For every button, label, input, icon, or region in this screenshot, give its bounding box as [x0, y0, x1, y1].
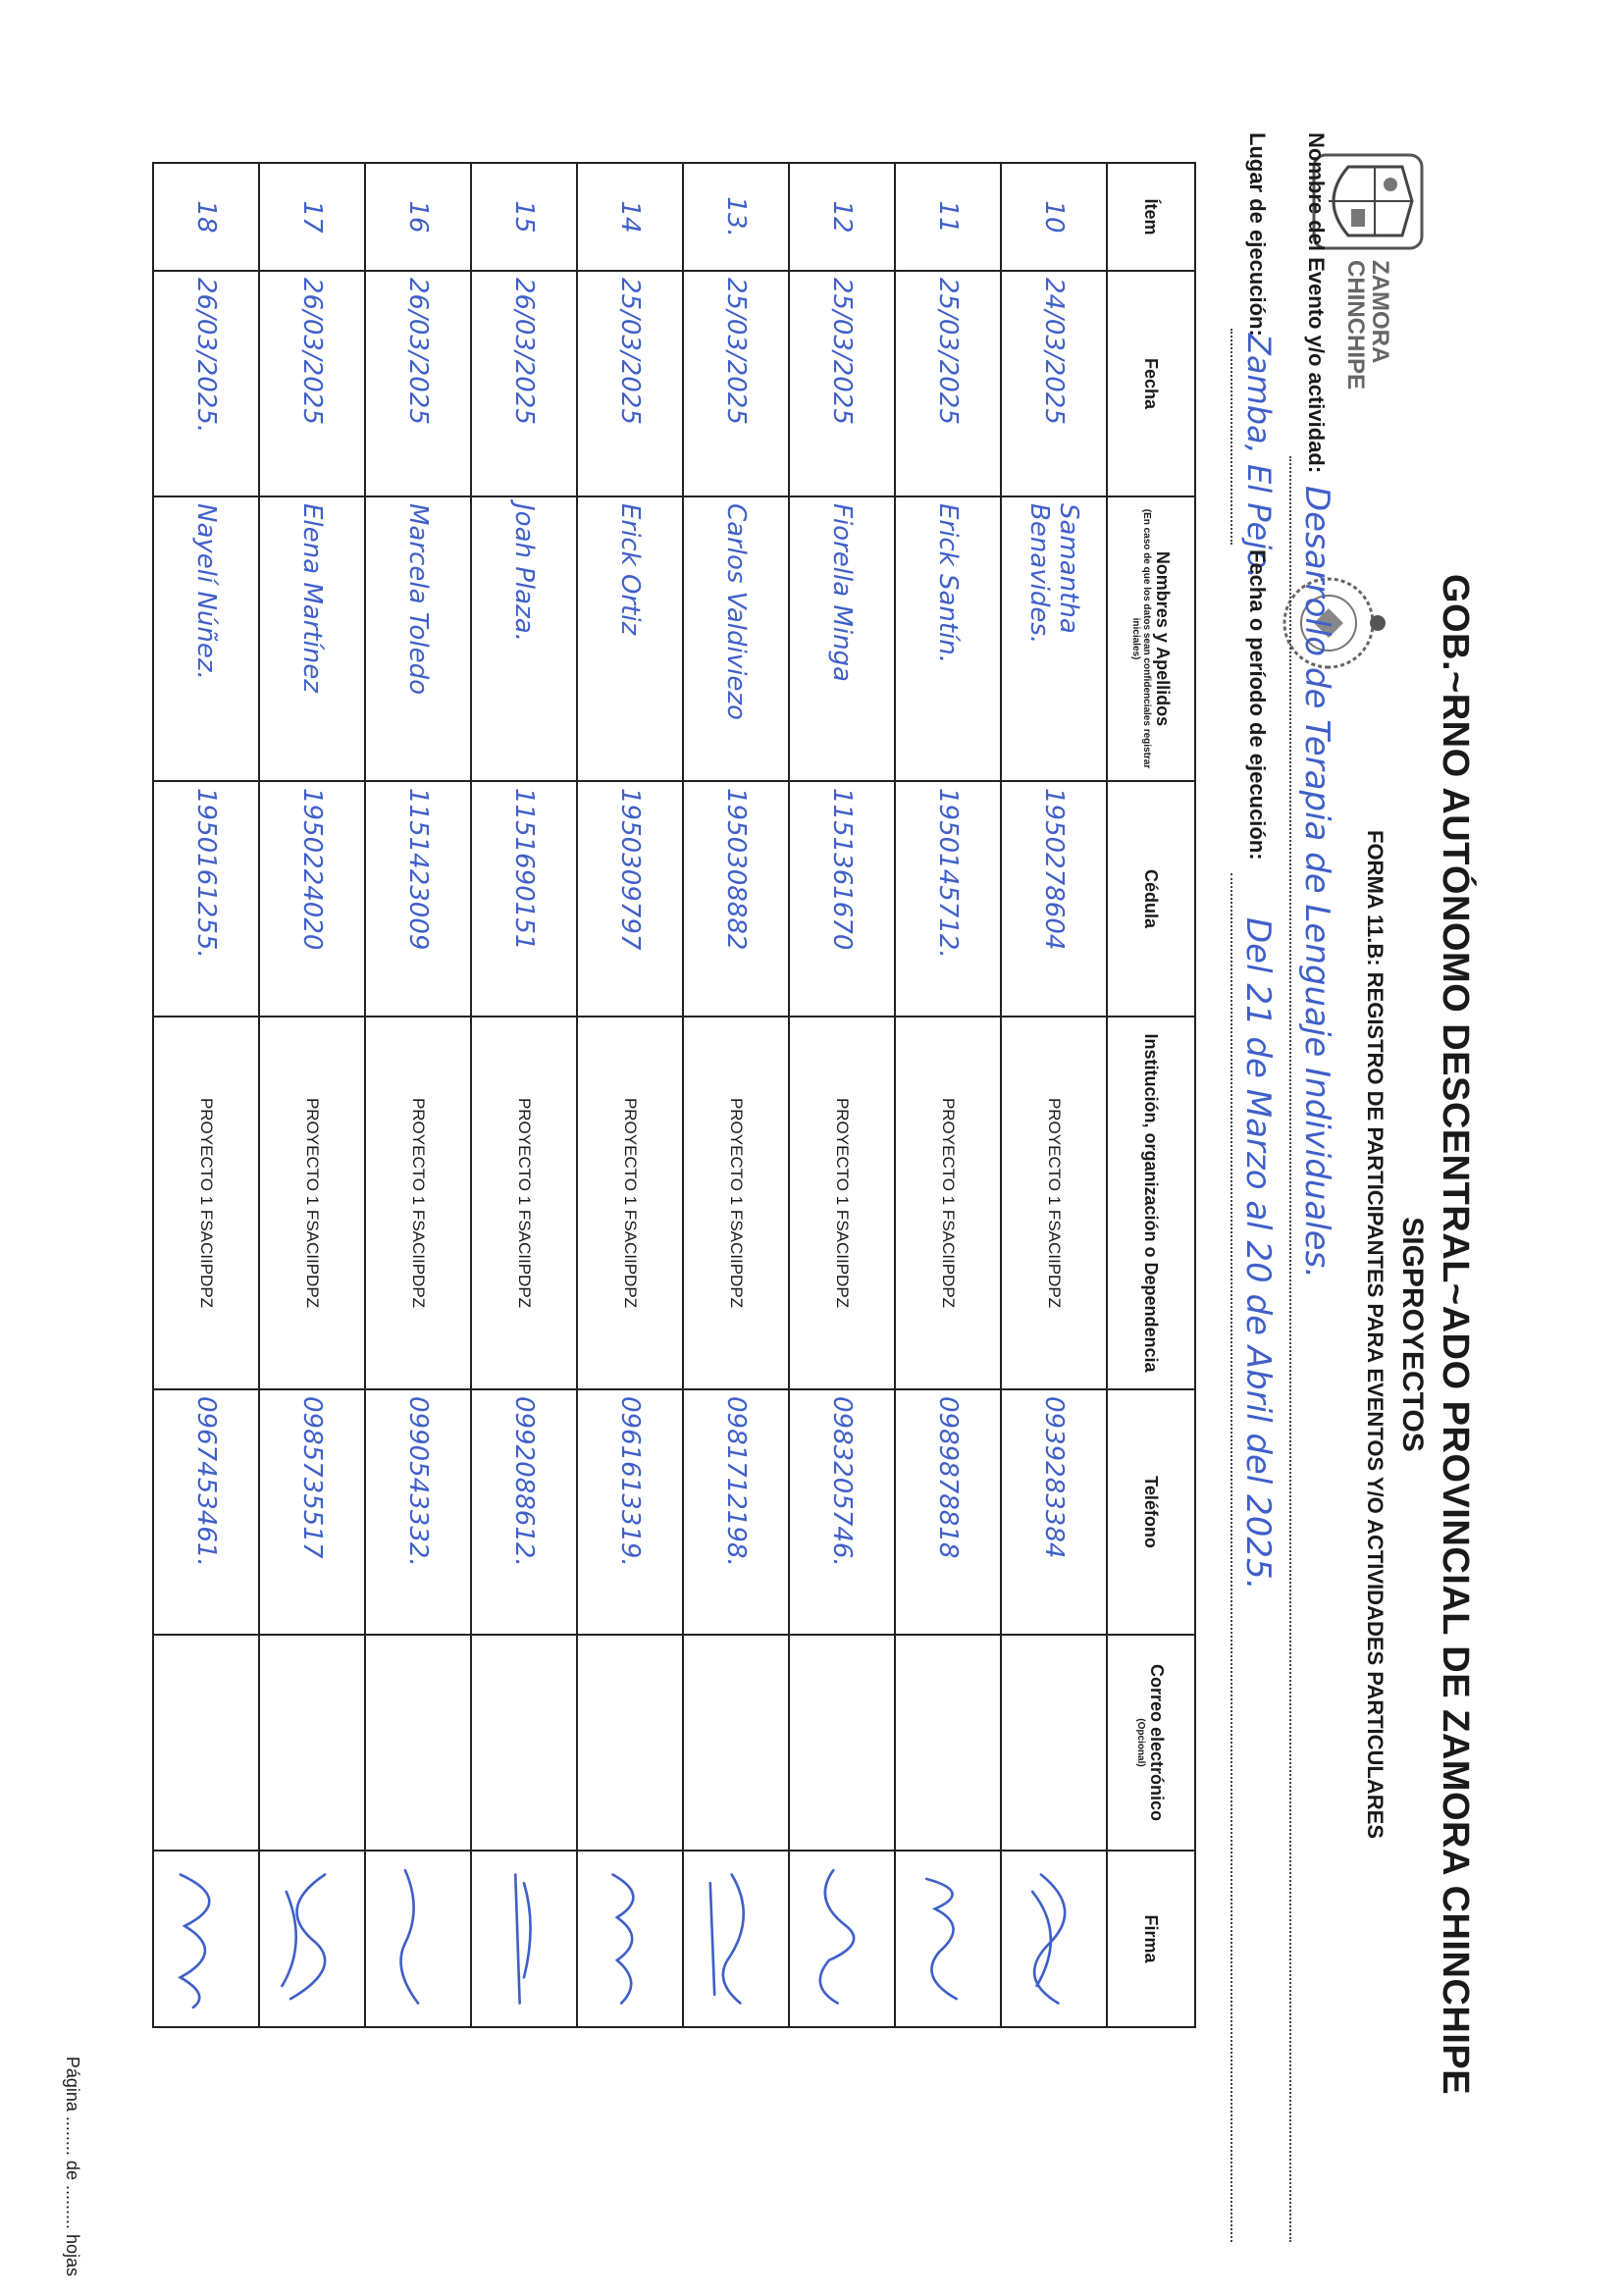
cell-fecha: 26/03/2025: [471, 271, 577, 496]
cell-item: 11: [895, 163, 1001, 271]
cell-correo: [153, 1635, 259, 1851]
cell-institucion: PROYECTO 1 FSACIIPDPZ: [153, 1017, 259, 1389]
cell-institucion: PROYECTO 1 FSACIIPDPZ: [789, 1017, 895, 1389]
table-row: [789, 163, 895, 2027]
place-label: Lugar de ejecución:: [1245, 132, 1270, 337]
table-header-row: [1107, 163, 1195, 2027]
table-row: [471, 163, 577, 2027]
header-nombres-label: Nombres y Apellidos: [1152, 550, 1173, 727]
event-name-row: [1270, 132, 1336, 2252]
cell-telefono: 0990543332.: [365, 1389, 471, 1635]
cell-correo: [471, 1635, 577, 1851]
header-correo-note: (Opcional): [1135, 1718, 1147, 1767]
table-row: [259, 163, 365, 2027]
header-telefono: Teléfono: [1107, 1389, 1195, 1635]
page-subtitle: SIGPROYECTOS: [1396, 1217, 1429, 1452]
signature-image: [798, 1857, 886, 2020]
header-nombres: [1107, 496, 1195, 781]
header-correo: [1107, 1635, 1195, 1851]
table-row: [1001, 163, 1107, 2027]
cell-firma: [259, 1851, 365, 2027]
cell-item: 13.: [683, 163, 789, 271]
cell-telefono: 0989878818: [895, 1389, 1001, 1635]
cell-telefono: 0961613319.: [577, 1389, 683, 1635]
period-label: Fecha o período de ejecución:: [1245, 549, 1270, 861]
cell-fecha: 26/03/2025.: [153, 271, 259, 496]
cell-fecha: 24/03/2025: [1001, 271, 1107, 496]
place-row: [1211, 132, 1278, 2252]
table-row: [153, 163, 259, 2027]
header-fecha: Fecha: [1107, 271, 1195, 496]
cell-nombre: Samantha Benavides.: [1001, 496, 1107, 781]
cell-fecha: 26/03/2025: [365, 271, 471, 496]
cell-item: 14: [577, 163, 683, 271]
cell-nombre: Nayelí Núñez.: [153, 496, 259, 781]
table-row: [365, 163, 471, 2027]
cell-cedula: 1950224020: [259, 781, 365, 1017]
cell-nombre: Joah Plaza.: [471, 496, 577, 781]
cell-fecha: 25/03/2025: [895, 271, 1001, 496]
cell-cedula: 1151423009: [365, 781, 471, 1017]
cell-fecha: 25/03/2025: [789, 271, 895, 496]
header-firma: Firma: [1107, 1851, 1195, 2027]
cell-institucion: PROYECTO 1 FSACIIPDPZ: [1001, 1017, 1107, 1389]
cell-correo: [789, 1635, 895, 1851]
cell-cedula: 1151361670: [789, 781, 895, 1017]
cell-firma: [471, 1851, 577, 2027]
cell-item: 17: [259, 163, 365, 271]
header-nombres-note: (En caso de que los datos sean confidenciales registrar iniciales): [1129, 508, 1153, 769]
signature-image: [586, 1857, 674, 2020]
form-label: FORMA 11.B: REGISTRO DE PARTICIPANTES PARA EVENTOS Y/O ACTIVIDADES PARTICULARES: [1363, 830, 1387, 1839]
cell-nombre: Carlos Valdiviezo: [683, 496, 789, 781]
cell-correo: [1001, 1635, 1107, 1851]
signature-image: [904, 1857, 992, 2020]
cell-firma: [577, 1851, 683, 2027]
cell-institucion: PROYECTO 1 FSACIIPDPZ: [471, 1017, 577, 1389]
cell-telefono: 0992088612.: [471, 1389, 577, 1635]
cell-item: 12: [789, 163, 895, 271]
signature-image: [692, 1857, 780, 2020]
cell-institucion: PROYECTO 1 FSACIIPDPZ: [683, 1017, 789, 1389]
signature-image: [162, 1857, 250, 2020]
cell-item: 16: [365, 163, 471, 271]
cell-correo: [365, 1635, 471, 1851]
page-counter: Página ........ de ......... hojas: [63, 2056, 82, 2276]
cell-institucion: PROYECTO 1 FSACIIPDPZ: [577, 1017, 683, 1389]
cell-fecha: 26/03/2025: [259, 271, 365, 496]
signature-image: [480, 1857, 568, 2020]
cell-correo: [895, 1635, 1001, 1851]
cell-item: 18: [153, 163, 259, 271]
signature-image: [268, 1857, 356, 2020]
table-row: [683, 163, 789, 2027]
place-value: Zamba, El Pejo.: [1240, 334, 1278, 579]
cell-cedula: 1950161255.: [153, 781, 259, 1017]
logo-text: ZAMORA CHINCHIPE: [1341, 260, 1393, 391]
cell-nombre: Erick Ortiz: [577, 496, 683, 781]
cell-firma: [153, 1851, 259, 2027]
signature-image: [1010, 1857, 1098, 2020]
table-body: [153, 163, 1107, 2027]
cell-firma: [365, 1851, 471, 2027]
event-value: Desarrollo de Terapia de Lenguaje Individuales.: [1297, 486, 1336, 1279]
cell-cedula: 1950278604: [1001, 781, 1107, 1017]
cell-firma: [789, 1851, 895, 2027]
header-cedula: Cédula: [1107, 781, 1195, 1017]
cell-fecha: 25/03/2025: [577, 271, 683, 496]
cell-fecha: 25/03/2025: [683, 271, 789, 496]
event-label: Nombre del Evento y/o actividad:: [1304, 132, 1329, 474]
cell-institucion: PROYECTO 1 FSACIIPDPZ: [895, 1017, 1001, 1389]
cell-cedula: 1950308882: [683, 781, 789, 1017]
cell-telefono: 0939283384: [1001, 1389, 1107, 1635]
cell-item: 10: [1001, 163, 1107, 271]
cell-nombre: Fiorella Minga: [789, 496, 895, 781]
cell-item: 15: [471, 163, 577, 271]
cell-telefono: 0983205746.: [789, 1389, 895, 1635]
cell-firma: [683, 1851, 789, 2027]
cell-telefono: 0985735517: [259, 1389, 365, 1635]
cell-institucion: PROYECTO 1 FSACIIPDPZ: [259, 1017, 365, 1389]
header-institucion: Institución, organización o Dependencia: [1107, 1017, 1195, 1389]
cell-firma: [895, 1851, 1001, 2027]
page-title: GOB.~RNO AUTÓNOMO DESCENTRAL~ADO PROVINCIAL DE ZAMORA CHINCHIPE: [1435, 573, 1476, 2096]
cell-firma: [1001, 1851, 1107, 2027]
cell-cedula: 1950145712.: [895, 781, 1001, 1017]
cell-nombre: Marcela Toledo: [365, 496, 471, 781]
header-item: Ítem: [1107, 163, 1195, 271]
cell-telefono: 0967453461.: [153, 1389, 259, 1635]
cell-correo: [577, 1635, 683, 1851]
cell-correo: [259, 1635, 365, 1851]
cell-cedula: 1950309797: [577, 781, 683, 1017]
cell-telefono: 0981712198.: [683, 1389, 789, 1635]
table-row: [895, 163, 1001, 2027]
cell-nombre: Erick Santín.: [895, 496, 1001, 781]
table-row: [577, 163, 683, 2027]
cell-nombre: Elena Martínez: [259, 496, 365, 781]
cell-cedula: 1151690151: [471, 781, 577, 1017]
header-correo-label: Correo electrónico: [1147, 1663, 1168, 1822]
period-value: Del 21 de Marzo al 20 de Abril del 2025.: [1238, 917, 1278, 1591]
cell-correo: [683, 1635, 789, 1851]
cell-institucion: PROYECTO 1 FSACIIPDPZ: [365, 1017, 471, 1389]
signature-image: [374, 1857, 462, 2020]
participants-table: [152, 162, 1196, 2028]
